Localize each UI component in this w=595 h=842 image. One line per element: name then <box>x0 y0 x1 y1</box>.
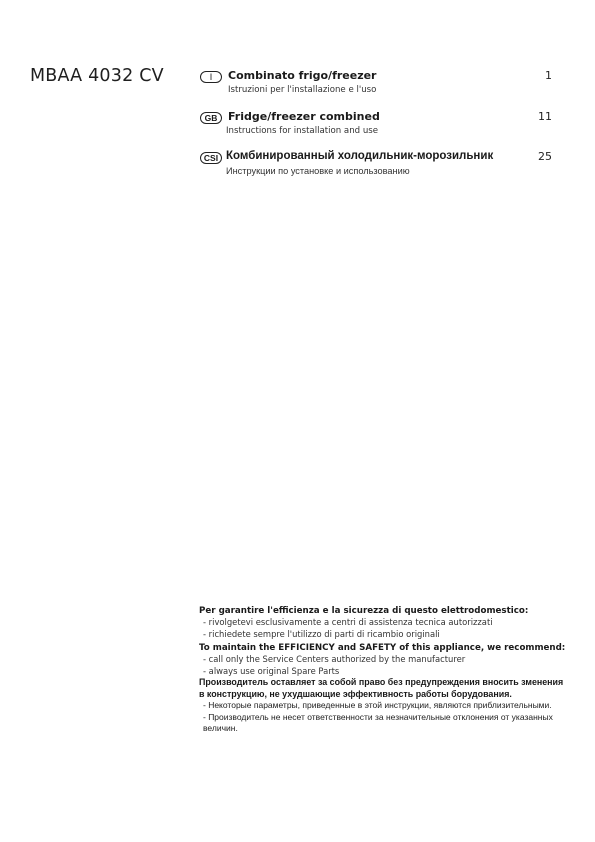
model-number: MBAA 4032 CV <box>30 66 164 86</box>
table-of-contents <box>200 69 556 191</box>
notice-item: - rivolgetevi esclusivamente a centri di assistenza tecnica autorizzati <box>203 617 493 627</box>
notice-item: - call only the Service Centers authorized by the manufacturer <box>203 654 466 665</box>
toc-title: Комбинированный холодильник-морозильник <box>226 150 494 162</box>
notice-heading-english: To maintain the EFFICIENCY and SAFETY of this appliance, we recommend: <box>199 643 566 654</box>
notice-item: - always use original Spare Parts <box>203 665 340 676</box>
language-badge-russian: CSI <box>200 152 222 164</box>
toc-title: Combinato frigo/freezer <box>228 69 377 82</box>
toc-subtitle: Instructions for installation and use <box>226 125 379 136</box>
language-badge-italian: I <box>200 71 222 83</box>
toc-page-number: 11 <box>538 109 552 123</box>
notice-item: - richiedete sempre l'utilizzo di parti di ricambio originali <box>203 628 440 639</box>
toc-title: Fridge/freezer combined <box>228 109 380 123</box>
language-badge-english: GB <box>200 112 222 124</box>
notice-heading-italian: Per garantire l'efficienza e la sicurezza di questo elettrodomestico: <box>199 606 529 616</box>
toc-entry-italian[interactable] <box>200 69 556 110</box>
notice-item: - Некоторые параметры, приведенные в этой инструкции, являются приблизительными. <box>203 700 552 711</box>
notice-item: - Производитель не несет ответственности за незначительные отклонения от указанных величин. <box>203 711 553 734</box>
toc-entry-english[interactable] <box>200 110 556 151</box>
notice-heading-russian: Производитель оставляет за собой право без предупреждения вносить зменения в конструкцию, не ухудшающие эффективность работы борудования. <box>199 677 564 699</box>
toc-subtitle: Инструкции по установке и использованию <box>226 166 410 176</box>
toc-entry-russian[interactable] <box>200 150 556 191</box>
service-notice <box>199 605 579 735</box>
toc-page-number: 25 <box>538 150 552 163</box>
toc-subtitle: Istruzioni per l'installazione e l'uso <box>228 85 377 95</box>
toc-page-number: 1 <box>545 69 552 82</box>
